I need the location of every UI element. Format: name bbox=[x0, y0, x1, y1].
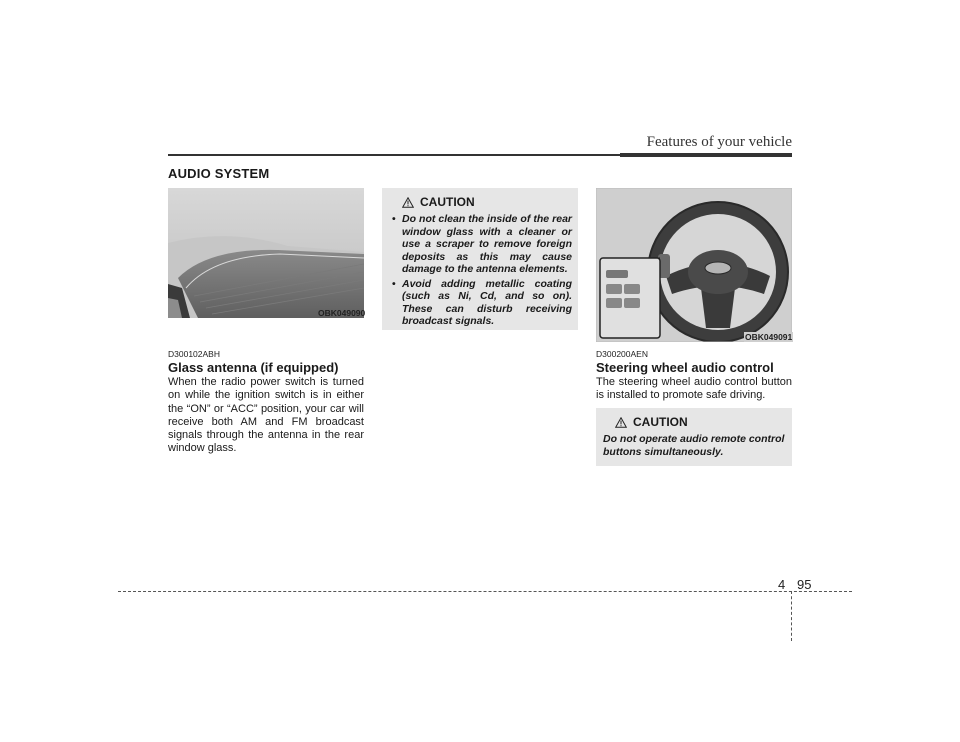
warning-triangle-icon bbox=[615, 417, 627, 428]
footer-dashed-divider bbox=[791, 591, 792, 641]
caution-title: CAUTION bbox=[633, 415, 688, 429]
caution-header bbox=[615, 415, 786, 429]
page-number: 95 bbox=[797, 577, 812, 592]
steering-wheel-illustration bbox=[596, 188, 792, 342]
caution-list bbox=[390, 213, 572, 328]
left-section-body: When the radio power switch is turned on while the ignition switch is in either the “ON” or “ACC” position, your car will receive both AM and FM broadcast signals through the antenna in the rear window glass. bbox=[168, 376, 364, 455]
left-section-heading: Glass antenna (if equipped) bbox=[168, 360, 339, 375]
rear-window-illustration bbox=[168, 188, 364, 318]
warning-triangle-icon bbox=[402, 197, 414, 208]
chapter-number: 4 bbox=[778, 577, 786, 592]
figure-label-left: OBK049090 bbox=[318, 308, 366, 318]
steering-wheel-figure bbox=[596, 188, 792, 342]
caution-box-audio-remote bbox=[596, 408, 792, 466]
caution-text: Do not operate audio remote control buttons simultaneously. bbox=[603, 433, 785, 458]
right-section-heading: Steering wheel audio control bbox=[596, 360, 774, 375]
right-section-code: D300200AEN bbox=[596, 349, 648, 359]
caution-item: • Avoid adding metallic coating (such as Ni, Cd, and so on). These can disturb receiving broadcast signals. bbox=[390, 278, 572, 328]
header-rule-accent bbox=[620, 153, 792, 157]
figure-label-right: OBK049091 bbox=[745, 332, 793, 342]
rear-window-figure bbox=[168, 188, 364, 318]
caution-title: CAUTION bbox=[420, 195, 475, 209]
header-section-title: Features of your vehicle bbox=[646, 134, 792, 150]
caution-header bbox=[402, 195, 572, 209]
section-title: AUDIO SYSTEM bbox=[168, 166, 270, 181]
caution-box-antenna bbox=[382, 188, 578, 330]
right-section-body: The steering wheel audio control button is installed to promote safe driving. bbox=[596, 376, 792, 402]
caution-item: • Do not clean the inside of the rear window glass with a cleaner or use a scraper to remove foreign deposits as this may cause damage to the antenna elements. bbox=[390, 213, 572, 276]
footer-dashed-rule bbox=[118, 591, 852, 592]
left-section-code: D300102ABH bbox=[168, 349, 220, 359]
